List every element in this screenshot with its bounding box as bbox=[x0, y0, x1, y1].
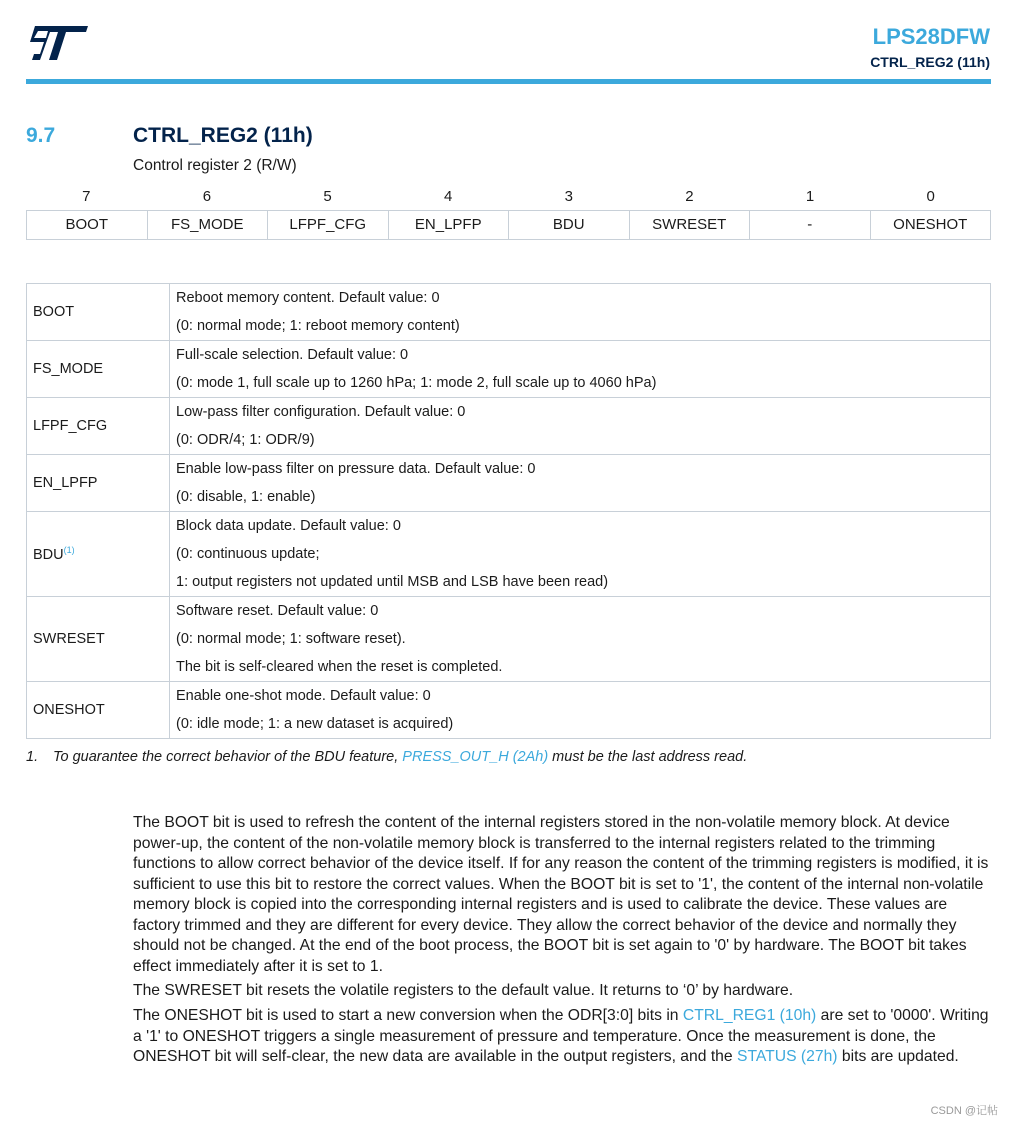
description-line: Full-scale selection. Default value: 0 bbox=[176, 347, 409, 363]
product-name: LPS28DFW bbox=[872, 24, 990, 49]
description-line: Software reset. Default value: 0 bbox=[176, 603, 379, 619]
bit-name: SWRESET bbox=[629, 211, 750, 239]
press-out-h-link[interactable]: PRESS_OUT_H (2Ah) bbox=[402, 749, 549, 765]
description-row bbox=[27, 284, 991, 341]
bit-number: 0 bbox=[926, 188, 935, 205]
footnote-text: must be the last address read. bbox=[548, 749, 748, 765]
footnote-number: 1. bbox=[26, 749, 39, 765]
bit-number: 5 bbox=[323, 188, 332, 205]
description-row bbox=[27, 398, 991, 455]
bit-number: 3 bbox=[564, 188, 573, 205]
st-logo-icon bbox=[26, 26, 88, 60]
bit-number: 6 bbox=[202, 188, 212, 205]
oneshot-paragraph bbox=[133, 1006, 993, 1068]
description-row bbox=[27, 682, 991, 739]
description-line: The bit is self-cleared when the reset is completed. bbox=[176, 659, 503, 675]
field-name bbox=[27, 682, 170, 739]
bit-name: BDU bbox=[508, 211, 629, 239]
status-link[interactable]: STATUS (27h) bbox=[737, 1048, 838, 1065]
field-name-text: FS_MODE bbox=[33, 361, 104, 377]
footnote-ref[interactable]: (1) bbox=[63, 545, 75, 555]
bit-number: 4 bbox=[444, 188, 453, 205]
header-divider bbox=[26, 79, 991, 84]
description-row bbox=[27, 341, 991, 398]
description-row bbox=[27, 455, 991, 512]
section-title: CTRL_REG2 (11h) bbox=[133, 124, 313, 147]
boot-paragraph: The BOOT bit is used to refresh the content of the internal registers stored in the non-volatile memory block. At device power-up, the content of the non-volatile memory block is transferred to the internal registers related to the trimming functions to allow correct behavior of the device itself. If for any reason the content of the trimming registers is modified, it is sufficient to use this bit to restore the correct values. When the BOOT bit is set to '1', the content of the internal non-volatile memory block is copied into the corresponding internal registers and is used to calibrate the device. These values are factory trimmed and they are different for every device. They allow the correct behavior of the device and normally they should not be changed. At the end of the boot process, the BOOT bit is set again to '0' by hardware. The BOOT bit takes effect immediately after it is set to 1. bbox=[133, 814, 989, 975]
field-name-text: BDU bbox=[33, 547, 64, 563]
description-line: Block data update. Default value: 0 bbox=[176, 518, 401, 534]
field-description bbox=[170, 455, 991, 512]
field-name-text: LFPF_CFG bbox=[33, 418, 108, 434]
bit-number: 1 bbox=[805, 188, 815, 205]
footnote bbox=[26, 748, 773, 767]
section-number: 9.7 bbox=[26, 124, 56, 147]
bit-name: - bbox=[749, 211, 870, 239]
section-subtitle: Control register 2 (R/W) bbox=[133, 157, 297, 174]
description-line: Low-pass filter configuration. Default value: 0 bbox=[176, 404, 466, 420]
bit-number: 2 bbox=[685, 188, 694, 205]
description-line: Enable low-pass filter on pressure data. Default value: 0 bbox=[176, 461, 536, 477]
field-name-text: SWRESET bbox=[33, 631, 105, 647]
bit-names-row bbox=[26, 210, 991, 240]
field-description bbox=[170, 398, 991, 455]
description-line: Reboot memory content. Default value: 0 bbox=[176, 290, 440, 306]
description-line: (0: idle mode; 1: a new dataset is acquired) bbox=[176, 716, 454, 732]
bit-name: EN_LPFP bbox=[388, 211, 509, 239]
description-line: (0: mode 1, full scale up to 1260 hPa; 1: mode 2, full scale up to 4060 hPa) bbox=[176, 375, 657, 391]
paragraph-text: The ONESHOT bit is used to start a new conversion when the ODR[3:0] bits in bbox=[133, 1007, 683, 1024]
bit-name: LFPF_CFG bbox=[267, 211, 388, 239]
page-header bbox=[870, 24, 990, 72]
description-row bbox=[27, 512, 991, 597]
field-name bbox=[27, 284, 170, 341]
bit-name: BOOT bbox=[65, 216, 108, 233]
bit-number: 7 bbox=[82, 188, 91, 205]
description-line: (0: disable, 1: enable) bbox=[176, 489, 316, 505]
field-description bbox=[170, 682, 991, 739]
field-name-text: ONESHOT bbox=[33, 702, 105, 718]
field-description bbox=[170, 341, 991, 398]
description-row bbox=[27, 597, 991, 682]
ctrl-reg1-link[interactable]: CTRL_REG1 (10h) bbox=[682, 1007, 817, 1024]
description-line: (0: ODR/4; 1: ODR/9) bbox=[176, 432, 315, 448]
description-line: (0: continuous update; bbox=[176, 546, 320, 562]
footnote-text: To guarantee the correct behavior of the BDU feature, bbox=[53, 749, 403, 765]
field-name bbox=[27, 341, 170, 398]
bit-name: FS_MODE bbox=[147, 211, 268, 239]
header-register: CTRL_REG2 (11h) bbox=[870, 54, 990, 70]
paragraph-text: bits are updated. bbox=[837, 1048, 959, 1065]
field-name bbox=[27, 597, 170, 682]
register-bitmap bbox=[26, 186, 991, 240]
description-line: 1: output registers not updated until MSB and LSB have been read) bbox=[176, 574, 609, 590]
bit-numbers-row bbox=[26, 186, 991, 210]
field-name bbox=[27, 512, 170, 597]
description-line: Enable one-shot mode. Default value: 0 bbox=[176, 688, 431, 704]
description-line: (0: normal mode; 1: reboot memory content) bbox=[176, 318, 460, 334]
watermark: CSDN @记帖 bbox=[930, 1105, 998, 1117]
field-name bbox=[27, 398, 170, 455]
bit-name: ONESHOT bbox=[870, 211, 991, 239]
field-name-text: EN_LPFP bbox=[33, 475, 98, 491]
field-description bbox=[170, 512, 991, 597]
field-name-text: BOOT bbox=[33, 304, 75, 320]
swreset-paragraph: The SWRESET bit resets the volatile registers to the default value. It returns to ‘0’ by hardware. bbox=[133, 982, 794, 999]
field-description bbox=[170, 284, 991, 341]
bit-description-table bbox=[26, 283, 991, 739]
description-line: (0: normal mode; 1: software reset). bbox=[176, 631, 406, 647]
paragraph-text: are set to '0000'. Writing a '1' to ONESHOT triggers a single measurement of pressure and temperature. Once the measurement is done, the ONESHOT bit will self-clear, the new data are available in the output registers, and the bbox=[133, 1007, 989, 1065]
field-name bbox=[27, 455, 170, 512]
field-description bbox=[170, 597, 991, 682]
